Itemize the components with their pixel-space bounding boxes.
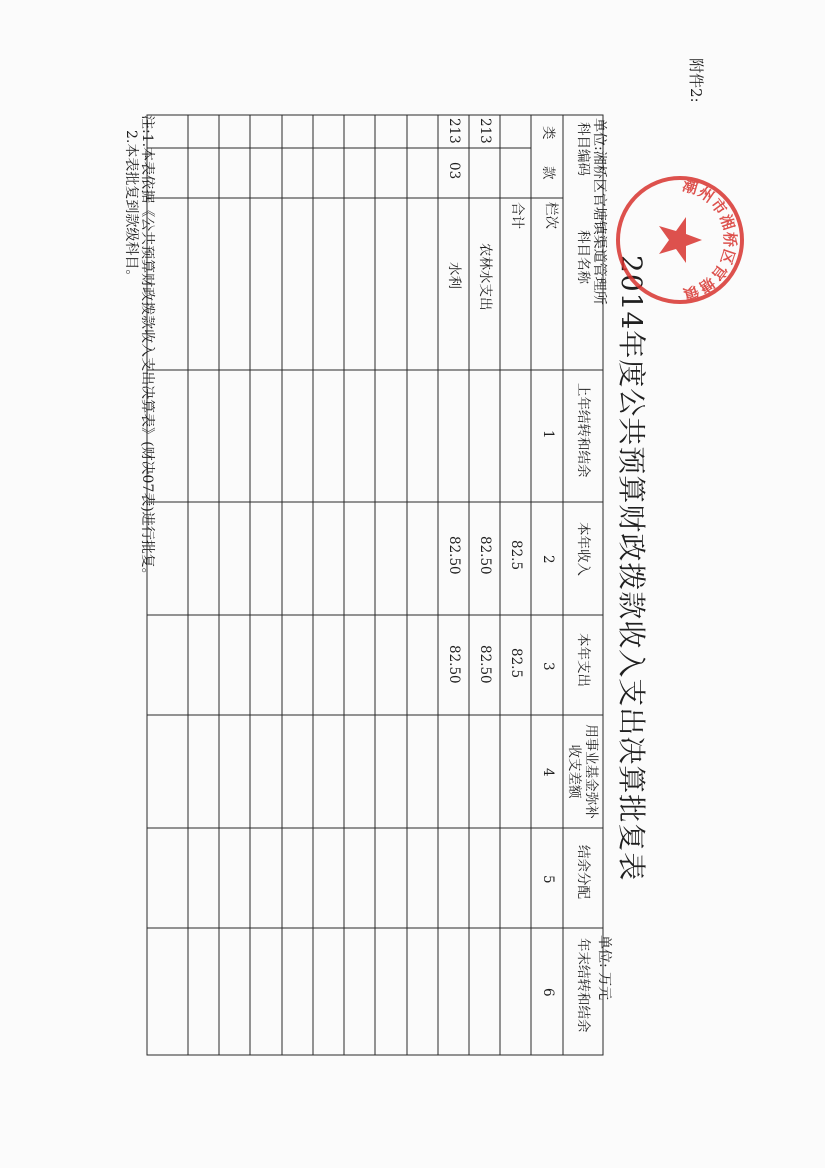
header-col1: 上年结转和结余 xyxy=(575,383,591,478)
header-item: 款 xyxy=(540,166,556,180)
header-subject-name: 科目名称 xyxy=(575,230,591,284)
col-number-5: 5 xyxy=(540,875,556,884)
row2-item: 03 xyxy=(446,162,462,180)
note-line-1: 注:1.本表依据《公共预算财政拨款收入支出决算表》(财决07表)进行批复。 xyxy=(139,115,155,582)
header-col2: 本年收入 xyxy=(575,522,591,576)
seal-text: 潮州市湘桥区官塘镇 xyxy=(680,176,740,304)
attachment-label: 附件2: xyxy=(687,58,705,103)
col-number-2: 2 xyxy=(540,555,556,564)
header-col3: 本年支出 xyxy=(575,633,591,687)
row2-name: 水利 xyxy=(446,262,462,289)
header-col5: 结余分配 xyxy=(575,845,591,899)
header-col4: 用事业基金弥补收支差额 xyxy=(566,724,599,819)
official-seal xyxy=(610,170,750,310)
header-subject-code: 科目编码 xyxy=(575,122,591,176)
header-total: 合计 xyxy=(509,202,525,229)
row2-col2: 82.50 xyxy=(446,536,462,575)
row1-name: 农林水支出 xyxy=(477,243,493,311)
page-title: 2014年度公共预算财政拨款收入支出决算批复表 xyxy=(615,255,648,882)
col-number-1: 1 xyxy=(540,430,556,439)
col-number-4: 4 xyxy=(540,768,556,777)
seal-star-icon xyxy=(659,217,702,263)
header-row-order: 栏次 xyxy=(543,202,559,229)
total-col2: 82.5 xyxy=(508,540,524,571)
header-class: 类 xyxy=(540,126,556,140)
note-line-2: 2.本表批复到款级科目。 xyxy=(123,130,139,284)
row1-col3: 82.50 xyxy=(477,645,493,684)
total-col3: 82.5 xyxy=(508,648,524,679)
header-col6: 年末结转和结余 xyxy=(575,938,591,1033)
col-number-6: 6 xyxy=(540,988,556,997)
row2-col3: 82.50 xyxy=(446,645,462,684)
row2-class: 213 xyxy=(446,118,462,144)
unit-organization: 单位:湘桥区官塘镇渠道管理所 xyxy=(591,118,607,305)
row1-col2: 82.50 xyxy=(477,536,493,575)
col-number-3: 3 xyxy=(540,662,556,671)
row1-class: 213 xyxy=(477,118,493,144)
unit-currency: 单位: 万元 xyxy=(596,935,612,1001)
